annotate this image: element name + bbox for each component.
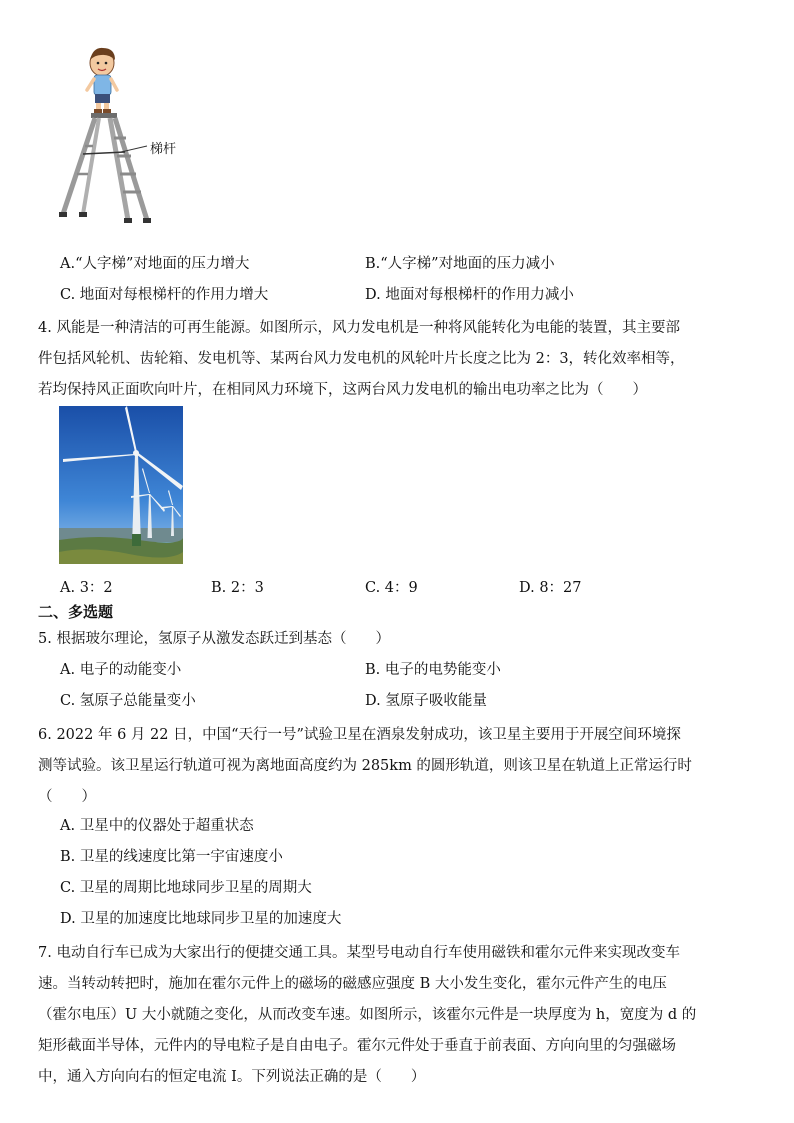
q7-line-2: 速。当转动转把时，施加在霍尔元件上的磁场的磁感应强度 B 大小发生变化，霍尔元件产生的电压: [38, 976, 667, 992]
q7-line-5: 中，通入方向向右的恒定电流 I。下列说法正确的是（ ）: [38, 1069, 426, 1085]
q4-line-1: 4. 风能是一种清洁的可再生能源。如图所示，风力发电机是一种将风能转化为电能的装置，其主要部: [38, 320, 680, 336]
q3-option-c: C. 地面对每根梯杆的作用力增大: [60, 287, 269, 303]
q6-line-2: 测等试验。该卫星运行轨道可视为离地面高度约为 285km 的圆形轨道，则该卫星在轨道上正常运行时: [38, 758, 692, 774]
q5-option-d: D. 氢原子吸收能量: [365, 693, 487, 709]
q5-stem: 5. 根据玻尔理论，氢原子从激发态跃迁到基态（ ）: [38, 631, 390, 647]
q4-line-2: 件包括风轮机、齿轮箱、发电机等、某两台风力发电机的风轮叶片长度之比为 2：3，转化效率相等，: [38, 351, 685, 367]
q7-line-3: （霍尔电压）U 大小就随之变化，从而改变车速。如图所示，该霍尔元件是一块厚度为 h，宽度为 d 的: [38, 1007, 697, 1023]
q7-line-1: 7. 电动自行车已成为大家出行的便捷交通工具。某型号电动自行车使用磁铁和霍尔元件来实现改变车: [38, 945, 680, 961]
ladder-illustration: [55, 44, 195, 226]
q6-line-1: 6. 2022 年 6 月 22 日，中国“天行一号”试验卫星在酒泉发射成功，该卫星主要用于开展空间环境探: [38, 727, 681, 743]
q7-line-4: 矩形截面半导体，元件内的导电粒子是自由电子。霍尔元件处于垂直于前表面、方向向里的匀强磁场: [38, 1038, 676, 1054]
q3-option-d: D. 地面对每根梯杆的作用力减小: [365, 287, 574, 303]
q6-option-c: C. 卫星的周期比地球同步卫星的周期大: [60, 880, 312, 896]
q5-option-c: C. 氢原子总能量变小: [60, 693, 196, 709]
ladder-figure: [55, 44, 195, 226]
q3-option-a: A.“人字梯”对地面的压力增大: [60, 256, 250, 272]
q6-option-b: B. 卫星的线速度比第一宇宙速度小: [60, 849, 283, 865]
q4-line-3: 若均保持风正面吹向叶片，在相同风力环境下，这两台风力发电机的输出电功率之比为（ ）: [38, 382, 647, 398]
q6-line-3: （ ）: [38, 789, 96, 805]
wind-turbine-illustration: [59, 406, 183, 564]
wind-turbine-photo: [59, 406, 183, 564]
q4-option-d: D. 8：27: [519, 580, 582, 596]
q4-stem: [38, 313, 685, 406]
q6-option-a: A. 卫星中的仪器处于超重状态: [60, 818, 254, 834]
q5-option-b: B. 电子的电势能变小: [365, 662, 501, 678]
q7-stem: [38, 938, 696, 1093]
q4-option-b: B. 2：3: [211, 580, 264, 596]
ladder-rail-label: 梯杆: [150, 142, 177, 157]
section-title-multiple-choice: 二、多选题: [38, 603, 114, 621]
q6-option-d: D. 卫星的加速度比地球同步卫星的加速度大: [60, 911, 342, 927]
q3-option-b: B.“人字梯”对地面的压力减小: [365, 256, 555, 272]
q4-option-c: C. 4：9: [365, 580, 418, 596]
q5-option-a: A. 电子的动能变小: [60, 662, 182, 678]
q6-stem: [38, 720, 692, 813]
q4-option-a: A. 3：2: [60, 580, 113, 596]
